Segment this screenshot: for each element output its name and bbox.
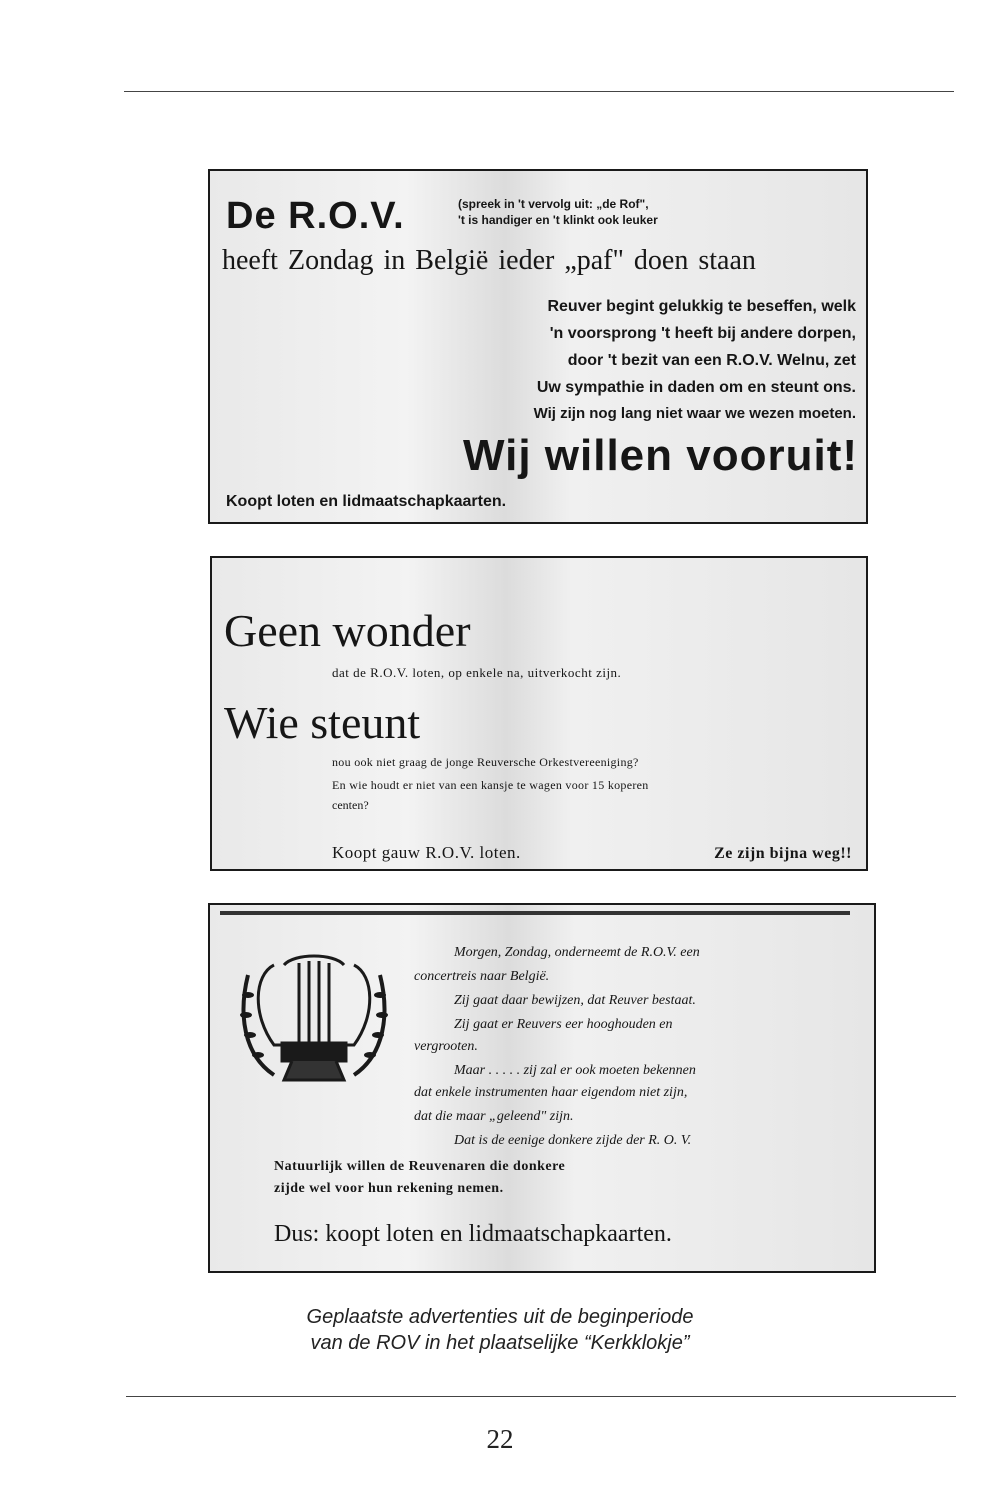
ad3-italic-line: concertreis naar België. [414, 969, 550, 984]
ad3-italic-line: Maar . . . . . zij zal er ook moeten bekennen [454, 1063, 696, 1078]
advertisement-3 [208, 903, 876, 1273]
bottom-rule [126, 1396, 956, 1397]
ad2-subline: dat de R.O.V. loten, op enkele na, uitverkocht zijn. [332, 665, 622, 680]
ad3-top-band [220, 911, 850, 915]
ad1-logo: De R.O.V. [226, 195, 405, 237]
top-rule [124, 91, 954, 92]
ad3-italic-line: dat enkele instrumenten haar eigendom niet zijn, [414, 1085, 688, 1100]
figure-caption-line-2: van de ROV in het plaatselijke “Kerkklokje” [310, 1332, 690, 1354]
ad1-note-line-2: 't is handiger en 't klinkt ook leuker [458, 213, 658, 227]
ad2-heading-2: Wie steunt [224, 697, 421, 748]
ad3-italic-line: Dat is de eenige donkere zijde der R. O. V. [454, 1133, 692, 1148]
ad1-body-line: door 't bezit van een R.O.V. Welnu, zet [567, 352, 856, 369]
ad3-bold-line: zijde wel voor hun rekening nemen. [274, 1181, 504, 1196]
ad1-headline: heeft Zondag in België ieder „paf" doen staan [222, 245, 756, 276]
advertisement-1 [208, 169, 868, 524]
ad1-body-line: Wij zijn nog lang niet waar we wezen moeten. [533, 405, 856, 422]
ad2-footer-left: Koopt gauw R.O.V. loten. [332, 843, 521, 862]
ad3-closing: Dus: koopt loten en lidmaatschapkaarten. [274, 1221, 672, 1247]
ad3-italic-line: Zij gaat er Reuvers eer hooghouden en [454, 1017, 673, 1032]
ad2-footer-right: Ze zijn bijna weg!! [714, 845, 852, 862]
ad1-body-line: 'n voorsprong 't heeft bij andere dorpen, [549, 325, 856, 342]
ad3-italic-line: Zij gaat daar bewijzen, dat Reuver bestaat. [454, 993, 696, 1008]
lyre-icon [234, 935, 394, 1095]
ad1-footer: Koopt loten en lidmaatschapkaarten. [226, 493, 507, 510]
ad2-body-line: En wie houdt er niet van een kansje te wagen voor 15 koperen [332, 778, 649, 792]
ad1-note-line-1: (spreek in 't vervolg uit: „de Rof", [458, 197, 649, 211]
ad2-heading-1: Geen wonder [224, 605, 471, 656]
ad2-body-line: centen? [332, 798, 369, 812]
figure-caption-line-1: Geplaatste advertenties uit de beginperiode [306, 1306, 694, 1328]
advertisement-2 [210, 556, 868, 871]
ad2-body-line: nou ook niet graag de jonge Reuversche Orkestvereeniging? [332, 755, 639, 769]
ad3-italic-line: vergrooten. [414, 1039, 478, 1054]
ad3-italic-line: Morgen, Zondag, onderneemt de R.O.V. een [454, 945, 700, 960]
ad1-slogan: Wij willen vooruit! [462, 431, 858, 480]
ad1-body-line: Uw sympathie in daden om en steunt ons. [536, 379, 856, 396]
ad3-italic-line: dat die maar „geleend" zijn. [414, 1109, 574, 1124]
ad1-body-line: Reuver begint gelukkig te beseffen, welk [547, 298, 856, 315]
page-number: 22 [486, 1424, 514, 1454]
ad3-bold-line: Natuurlijk willen de Reuvenaren die donkere [274, 1159, 566, 1174]
